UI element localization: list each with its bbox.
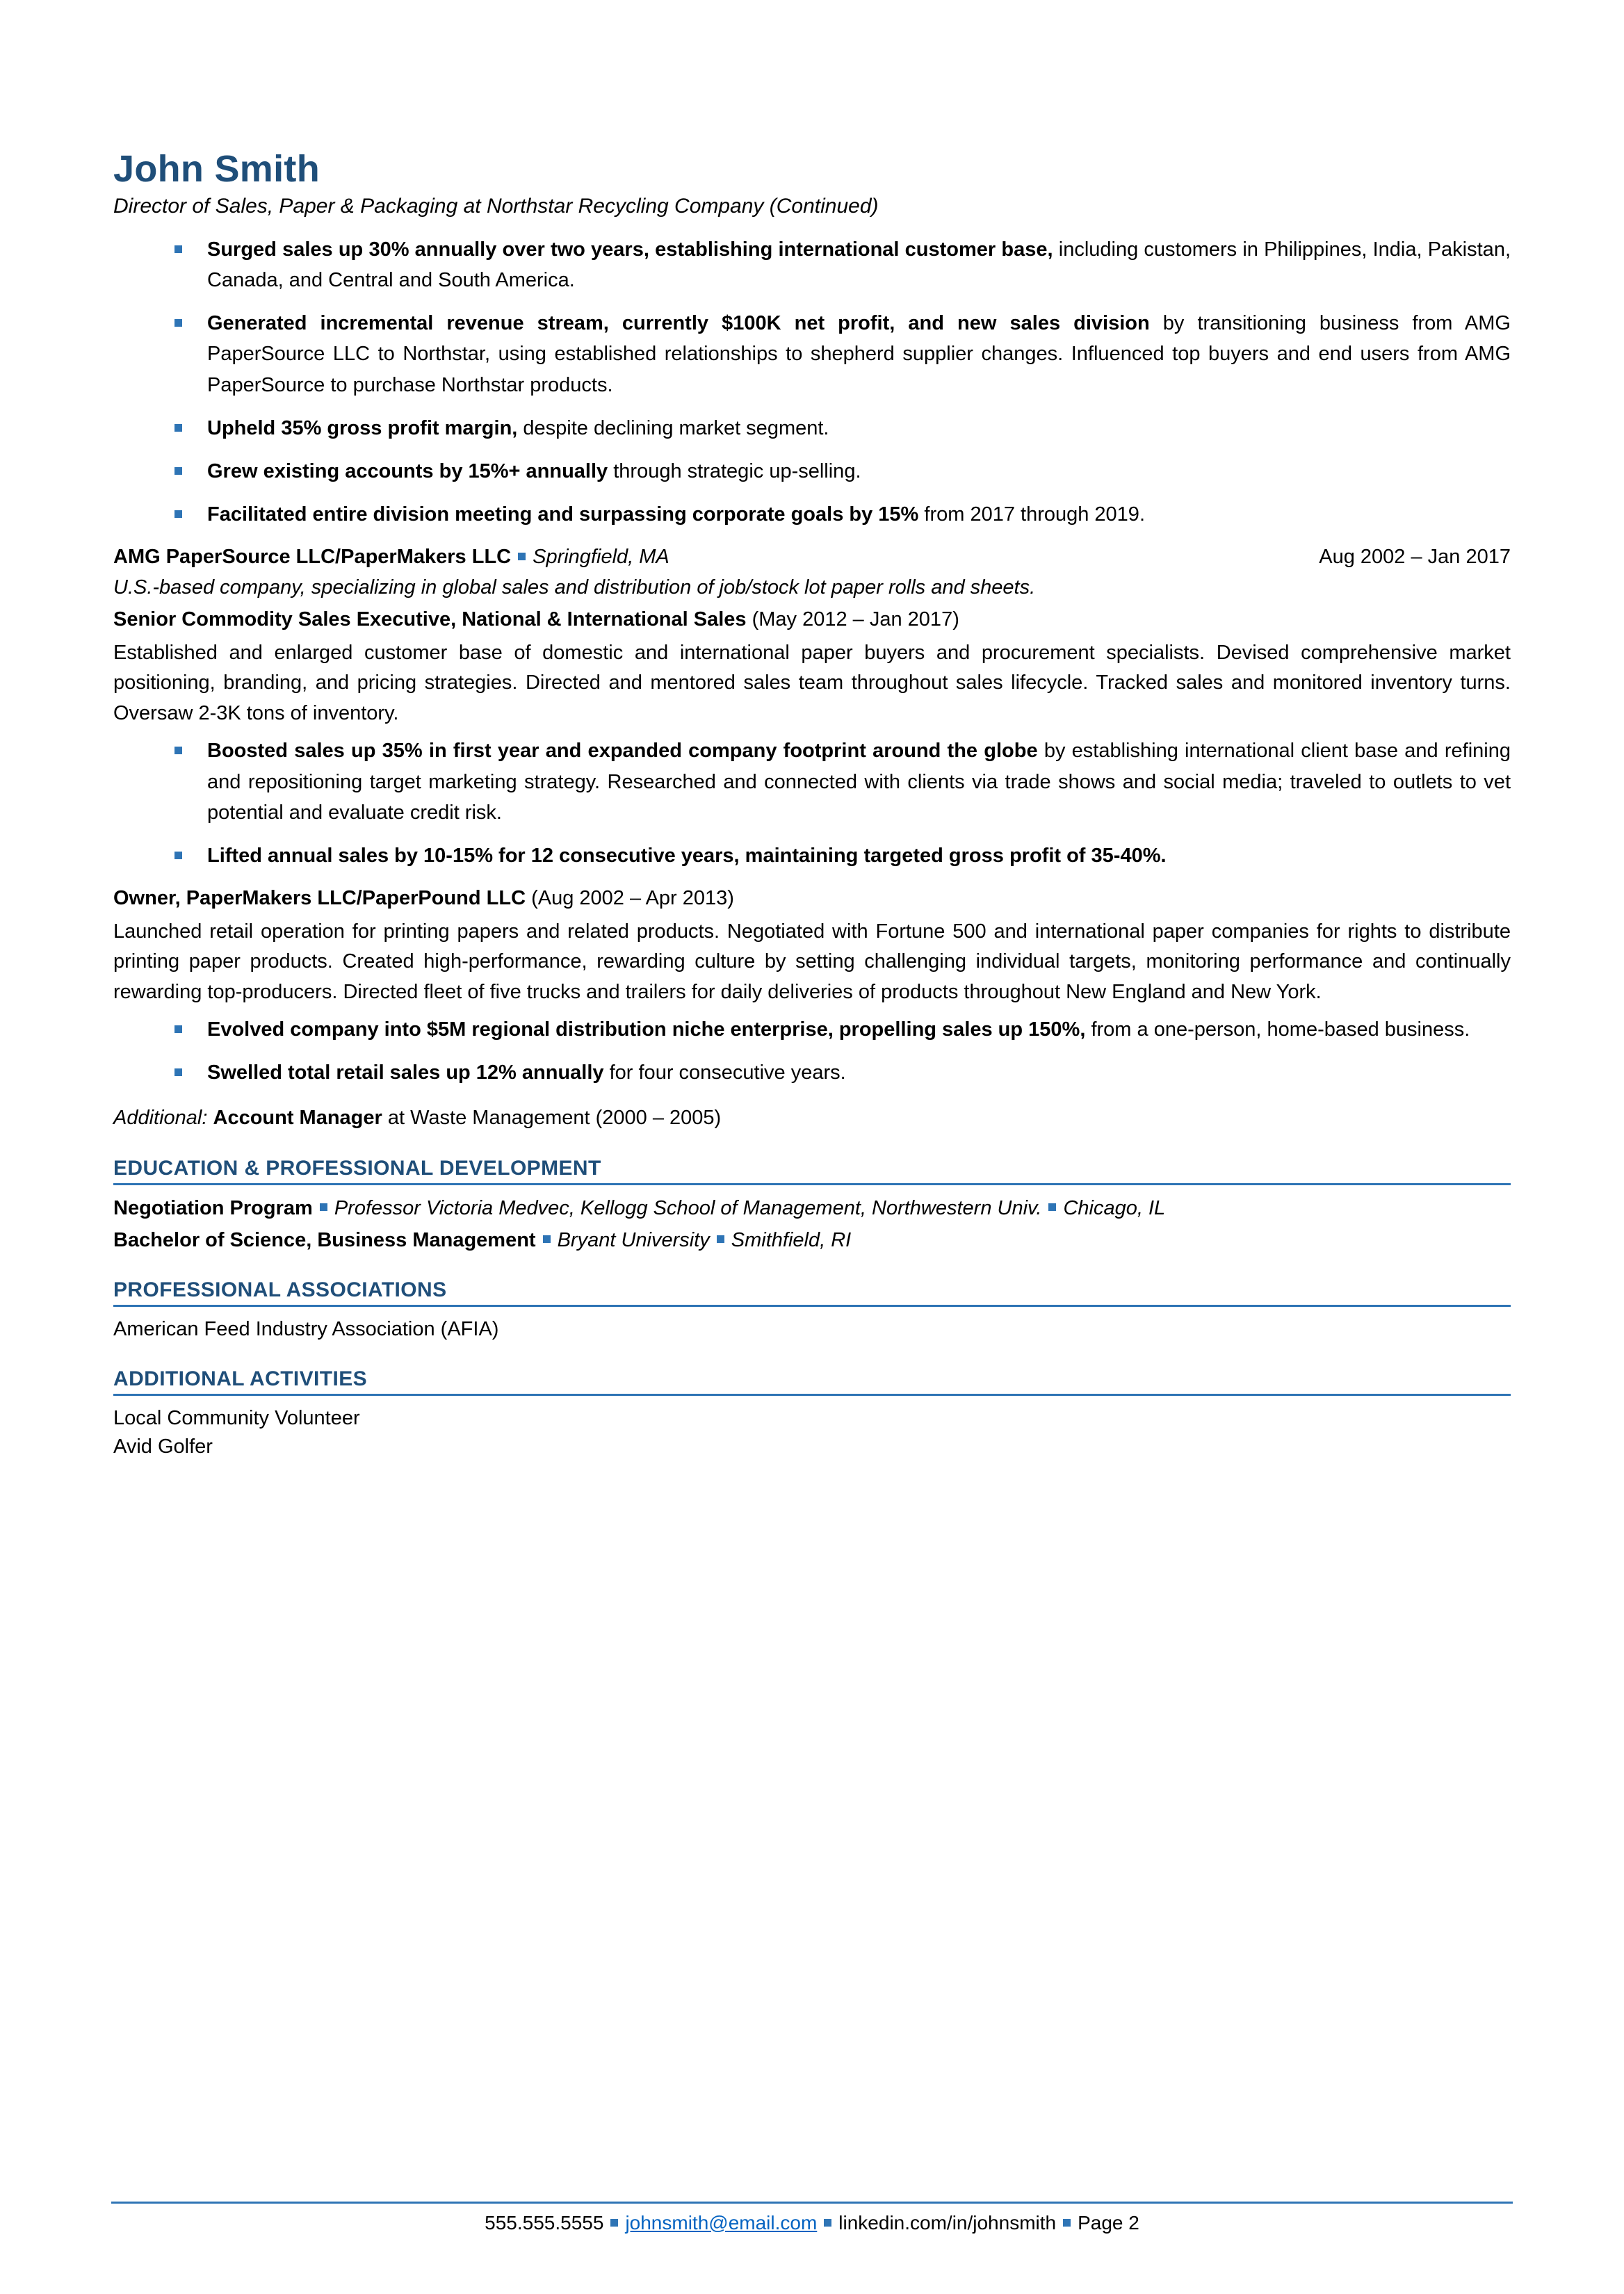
amg-company-description: U.S.-based company, specializing in global sales and distribution of job/stock lot paper rolls and sheets.: [113, 576, 1036, 599]
education-institution: Professor Victoria Medvec, Kellogg School of Management, Northwestern Univ.: [334, 1196, 1042, 1219]
list-item: [113, 1014, 1511, 1045]
northstar-bullet-list: [113, 234, 1511, 530]
education-program: Negotiation Program: [113, 1196, 313, 1219]
bullet-text: despite declining market segment.: [517, 416, 829, 439]
education-institution: Bryant University: [557, 1228, 710, 1251]
amg-dates: Aug 2002 – Jan 2017: [1319, 545, 1511, 568]
list-item: [113, 234, 1511, 295]
separator-square-icon: [717, 1235, 724, 1243]
section-divider: [113, 1394, 1511, 1396]
owner-role-dates: (Aug 2002 – Apr 2013): [531, 886, 734, 909]
education-location: Smithfield, RI: [731, 1228, 852, 1251]
education-item: [113, 1194, 1511, 1223]
activity-item: Local Community Volunteer: [113, 1406, 360, 1429]
bullet-bold-text: Evolved company into $5M regional distribution niche enterprise, propelling sales up 150%,: [207, 1018, 1086, 1041]
section-title-education: EDUCATION & PROFESSIONAL DEVELOPMENT: [113, 1156, 601, 1180]
owner-role-header: [113, 884, 1511, 913]
bullet-square-icon: [174, 467, 182, 475]
section-divider: [113, 1183, 1511, 1185]
amg-role-dates: (May 2012 – Jan 2017): [752, 608, 959, 631]
section-title-associations: PROFESSIONAL ASSOCIATIONS: [113, 1278, 447, 1301]
bullet-square-icon: [174, 1025, 182, 1033]
bullet-text: by establishing international client base and refining and repositioning target marketing strategy. Researched and connected with clients via trade shows and social media; traveled to outlets to vet potential and evaluate credit risk.: [207, 740, 1511, 824]
bullet-text: by transitioning business from AMG PaperSource LLC to Northstar, using established relationships to shepherd supplier changes. Influenced top buyers and end users from AMG PaperSource to purchase Northstar products.: [207, 312, 1511, 396]
bullet-bold-text: Upheld 35% gross profit margin,: [207, 416, 518, 439]
bullet-square-icon: [174, 245, 182, 253]
page-footer: [111, 2202, 1513, 2236]
education-location: Chicago, IL: [1063, 1196, 1166, 1219]
bullet-text: for four consecutive years.: [603, 1061, 846, 1084]
section-divider: [113, 1305, 1511, 1307]
amg-company-name: AMG PaperSource LLC/PaperMakers LLC: [113, 545, 512, 568]
bullet-bold-text: Facilitated entire division meeting and surpassing corporate goals by 15%: [207, 503, 919, 526]
bullet-square-icon: [174, 852, 182, 859]
bullet-square-icon: [174, 1068, 182, 1076]
amg-bullet-list: [113, 735, 1511, 870]
list-item: [113, 499, 1511, 530]
education-degree: Bachelor of Science, Business Management: [113, 1228, 536, 1251]
bullet-text: from a one-person, home-based business.: [1085, 1018, 1470, 1041]
list-item: [113, 413, 1511, 444]
amg-role-header: [113, 605, 1511, 634]
resume-body: [113, 149, 1511, 1461]
list-item: [113, 456, 1511, 487]
additional-role-rest: at Waste Management (2000 – 2005): [382, 1107, 722, 1130]
bullet-bold-text: Lifted annual sales by 10-15% for 12 consecutive years, maintaining targeted gross profit of 35-40%.: [207, 844, 1167, 867]
footer-email-link[interactable]: johnsmith@email.com: [625, 2211, 818, 2234]
owner-role-title: Owner, PaperMakers LLC/PaperPound LLC: [113, 886, 526, 909]
amg-job-header: [113, 542, 1511, 571]
additional-role-title: Account Manager: [213, 1107, 382, 1130]
additional-role-line: [113, 1103, 1511, 1132]
bullet-bold-text: Generated incremental revenue stream, currently $100K net profit, and new sales division: [207, 312, 1150, 335]
amg-role-title: Senior Commodity Sales Executive, National & International Sales: [113, 608, 747, 631]
association-item: American Feed Industry Association (AFIA): [113, 1317, 499, 1340]
footer-divider: [111, 2202, 1513, 2204]
header-subtitle: Director of Sales, Paper & Packaging at Northstar Recycling Company (Continued): [113, 194, 879, 218]
separator-square-icon: [1048, 1203, 1056, 1211]
list-item: [113, 308, 1511, 400]
footer-contact-line: [111, 2211, 1513, 2236]
separator-square-icon: [824, 2219, 831, 2227]
footer-page-number: Page 2: [1078, 2211, 1139, 2234]
amg-location: Springfield, MA: [533, 545, 669, 568]
separator-square-icon: [543, 1235, 551, 1243]
separator-square-icon: [1063, 2219, 1071, 2227]
bullet-text: through strategic up-selling.: [608, 459, 861, 482]
additional-label: Additional:: [113, 1107, 208, 1130]
separator-square-icon: [518, 553, 526, 560]
bullet-square-icon: [174, 319, 182, 327]
list-item: [113, 735, 1511, 827]
bullet-square-icon: [174, 747, 182, 754]
bullet-text: from 2017 through 2019.: [918, 503, 1145, 526]
section-title-activities: ADDITIONAL ACTIVITIES: [113, 1367, 368, 1390]
bullet-bold-text: Grew existing accounts by 15%+ annually: [207, 459, 608, 482]
bullet-square-icon: [174, 424, 182, 432]
page-title: John Smith: [113, 148, 320, 190]
amg-role-summary: Established and enlarged customer base of domestic and international paper buyers and procurement specialists. Devised comprehensive market positioning, branding, and pricing strategies. Directed and mentored sales team throughout sales lifecycle. Tracked sales and monitored inventory turns. Oversaw 2-3K tons of inventory.: [113, 641, 1511, 724]
education-item: [113, 1226, 1511, 1255]
footer-linkedin[interactable]: linkedin.com/in/johnsmith: [838, 2211, 1057, 2234]
separator-square-icon: [320, 1203, 327, 1211]
activity-item: Avid Golfer: [113, 1435, 213, 1458]
separator-square-icon: [610, 2219, 618, 2227]
list-item: [113, 1057, 1511, 1088]
owner-bullet-list: [113, 1014, 1511, 1088]
bullet-bold-text: Swelled total retail sales up 12% annually: [207, 1061, 604, 1084]
bullet-bold-text: Surged sales up 30% annually over two years, establishing international customer base,: [207, 238, 1053, 261]
owner-role-summary: Launched retail operation for printing papers and related products. Negotiated with Fortune 500 and international paper companies for rights to distribute printing paper products. Created high-performance, rewarding culture by setting challenging individual targets, monitoring performance and continually rewarding top-producers. Directed fleet of five trucks and trailers for daily deliveries of products throughout New England and New York.: [113, 920, 1511, 1003]
bullet-bold-text: Boosted sales up 35% in first year and expanded company footprint around the globe: [207, 740, 1038, 763]
bullet-text: including customers in Philippines, India, Pakistan, Canada, and Central and South America.: [207, 238, 1511, 292]
list-item: [113, 840, 1511, 871]
footer-phone: 555.555.5555: [485, 2211, 604, 2234]
bullet-square-icon: [174, 510, 182, 518]
